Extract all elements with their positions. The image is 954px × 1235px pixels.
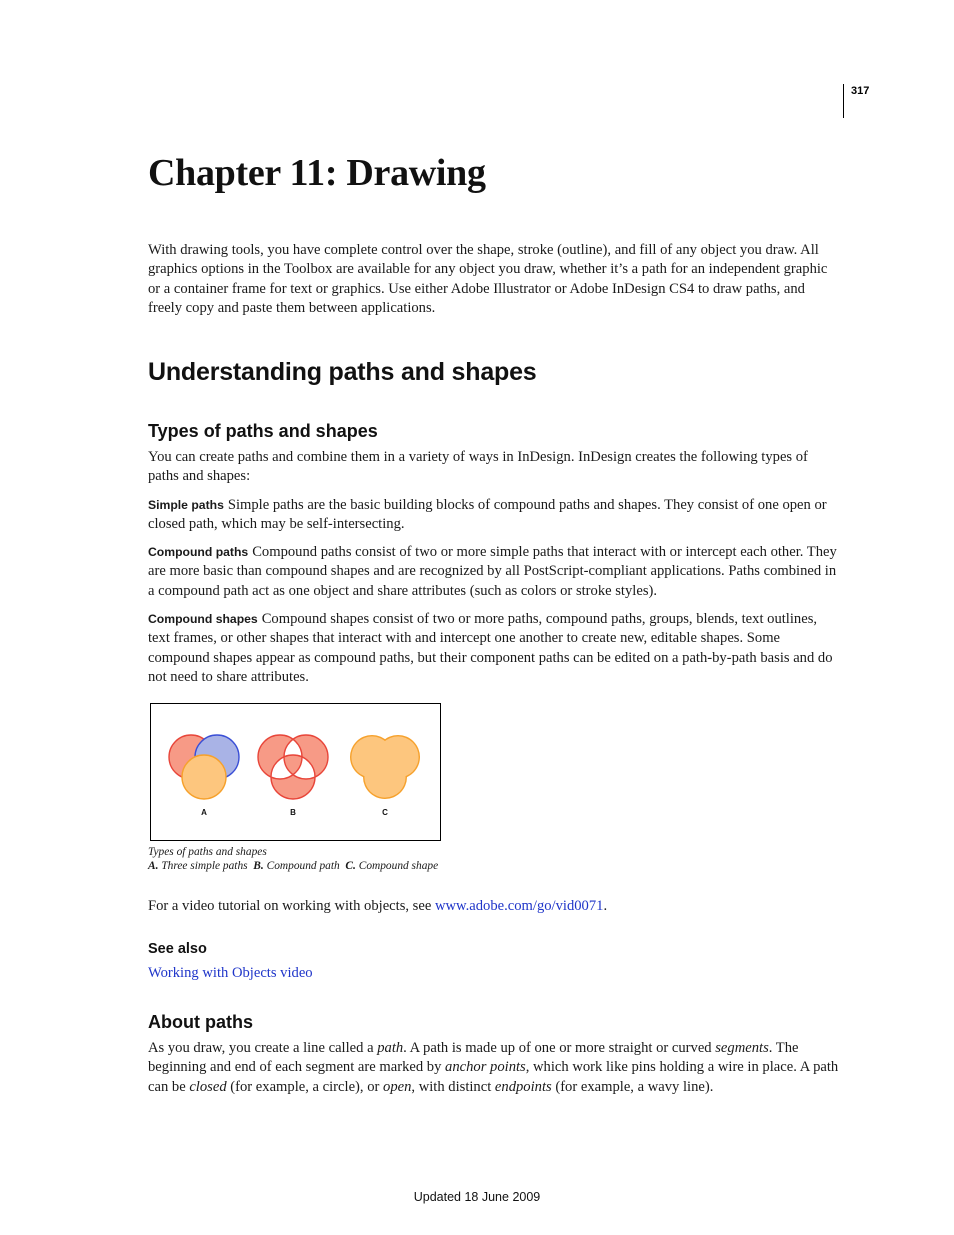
section-title: Understanding paths and shapes <box>148 358 537 386</box>
caption-key: C. <box>345 860 356 872</box>
definition-compound-shapes <box>148 610 840 688</box>
definition-term: Simple paths <box>148 498 224 512</box>
term-endpoints: endpoints <box>494 1078 552 1095</box>
video-prefix: For a video tutorial on working with objects, see <box>148 898 435 914</box>
footer-updated: Updated 18 June 2009 <box>413 1190 541 1204</box>
text-run: , which work like pins holding a wire in place. A path can be <box>148 1059 839 1095</box>
text-run: As you draw, you create a line called a <box>148 1040 378 1056</box>
types-heading: Types of paths and shapes <box>148 421 378 441</box>
about-paths-heading: About paths <box>148 1012 253 1032</box>
see-also-heading: See also <box>148 941 207 957</box>
figure-label-c: C <box>382 808 388 817</box>
text-run: . A path is made up of one or more straight or curved <box>403 1040 716 1056</box>
video-link[interactable]: www.adobe.com/go/vid0071 <box>434 898 604 914</box>
figure-caption-title: Types of paths and shapes <box>148 846 267 858</box>
caption-text: Compound shape <box>358 860 439 872</box>
definition-term: Compound shapes <box>148 612 258 626</box>
definition-term: Compound paths <box>148 545 249 559</box>
figure-paths-and-shapes <box>150 703 441 841</box>
definition-text: Simple paths are the basic building blocks of compound paths and shapes. They consist of one open or closed path, which may be self-intersecting. <box>148 497 827 533</box>
text-run: (for example, a wavy line). <box>551 1078 714 1095</box>
text-run: , with distinct <box>411 1078 495 1095</box>
figure-caption-items <box>148 859 438 873</box>
definition-text: Compound shapes consist of two or more paths, compound paths, groups, blends, text outlines, text frames, or other shapes that interact with and intercept one another to create new, editable shapes. Some compound shapes appear as compound paths, but their component paths can be edited on a path-by-path basis and do not need to share attributes. <box>148 611 833 686</box>
definition-text: Compound paths consist of two or more simple paths that interact with or intercept each other. They are more basic than compound shapes and are recognized by all PostScript-compliant applications. Paths combined in a compound path act as one object and share attributes (such as colors or stroke styles). <box>148 544 837 599</box>
figure-label-a: A <box>201 808 207 817</box>
text-run: . The beginning and end of each segment are marked by <box>148 1040 799 1076</box>
caption-key: B. <box>253 860 264 872</box>
term-anchor-points: anchor points <box>445 1059 526 1076</box>
term-open: open <box>383 1078 412 1095</box>
header-rule <box>843 84 844 118</box>
compound-shape-c <box>350 735 420 799</box>
see-also-list <box>148 964 840 983</box>
figure-illustration <box>151 704 440 840</box>
figure-label-b: B <box>290 808 296 817</box>
caption-text: Compound path <box>266 860 340 872</box>
about-paths-paragraph <box>148 1039 840 1097</box>
term-closed: closed <box>189 1078 227 1095</box>
circle-a-orange <box>182 755 226 799</box>
video-suffix: . <box>603 898 608 914</box>
video-paragraph <box>148 897 840 916</box>
definition-simple-paths <box>148 496 840 535</box>
see-also-link[interactable]: Working with Objects video <box>148 965 313 981</box>
caption-key: A. <box>148 860 159 872</box>
definition-compound-paths <box>148 543 840 601</box>
page-number: 317 <box>851 85 870 97</box>
text-run: (for example, a circle), or <box>226 1078 384 1095</box>
term-path: path <box>377 1040 404 1056</box>
term-segments: segments <box>715 1040 769 1056</box>
chapter-title: Chapter 11: Drawing <box>148 152 486 194</box>
intro-paragraph: With drawing tools, you have complete control over the shape, stroke (outline), and fill of any object you draw. All graphics options in the Toolbox are available for any object you draw, whether it’s a path for an independent graphic or a container frame for text or graphics. Use either Adobe Illustrator or Adobe InDesign CS4 to draw paths, and freely copy and paste them between applications. <box>148 242 828 317</box>
compound-path-b <box>258 735 328 799</box>
caption-text: Three simple paths <box>161 860 248 872</box>
types-intro: You can create paths and combine them in a variety of ways in InDesign. InDesign creates the following types of paths and shapes: <box>148 449 808 485</box>
